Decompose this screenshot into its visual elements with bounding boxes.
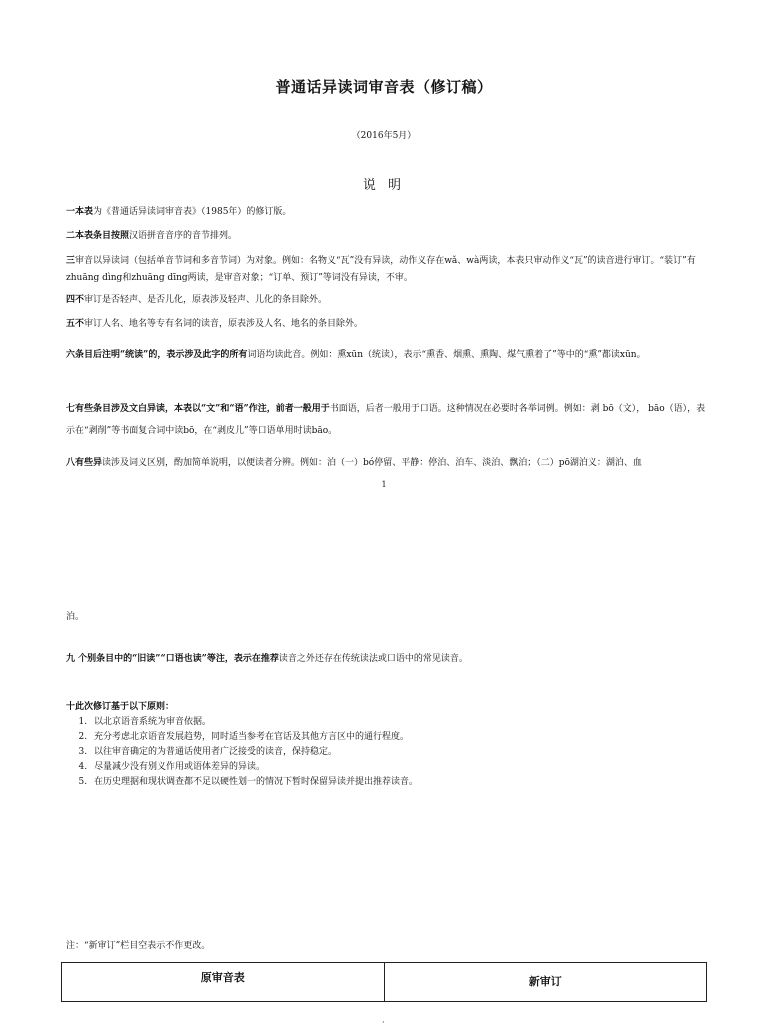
list-item: 5. 在历史理据和现状调查都不足以硬性划一的情况下暂时保留异读并提出推荐读音。 [90, 775, 706, 790]
paragraph-continuation: 泊。 [66, 612, 85, 622]
table-note: 注：“新审订”栏目空表示不作更改。 [66, 941, 211, 951]
document-title: 普通话异读词审音表（修订稿） [275, 78, 493, 96]
list-item: 1. 以北京语音系统为审音依据。 [90, 715, 706, 730]
pronunciation-table [61, 962, 707, 1002]
footer-mark: · [382, 1018, 385, 1027]
principles-section [66, 700, 706, 790]
paragraph-3: 三审音以异读词（包括单音节词和多音节词）为对象。例如：名物义“瓦”没有异读，动作义存在wǎ、wà两读，本表只审动作义“瓦”的读音进行审订。“装订”有zhuāng dìng和zhuāng dīng两读，是审音对象；“订单、预订”等词没有异读，不审。 [66, 256, 696, 283]
list-item: 2. 充分考虑北京语音发展趋势，同时适当参考在官话及其他方言区中的通行程度。 [90, 730, 706, 745]
document-date: （2016年5月） [351, 131, 417, 141]
list-item: 4. 尽量减少没有别义作用或语体差异的异读。 [90, 760, 706, 775]
paragraph-4: 四不审订是否轻声、是否儿化，原表涉及轻声、儿化的条目除外。 [66, 295, 328, 305]
paragraph-2: 二本表条目按照汉语拼音音序的音节排列。 [66, 231, 238, 241]
page-number: 1 [381, 480, 387, 489]
list-item: 3. 以往审音确定的为普通话使用者广泛接受的读音，保持稳定。 [90, 745, 706, 760]
table-header-original: 原审音表 [200, 971, 245, 984]
section-heading: 说 明 [362, 178, 406, 193]
principles-list [66, 715, 706, 790]
paragraph-5: 五不审订人名、地名等专有名词的读音，原表涉及人名、地名的条目除外。 [66, 319, 364, 329]
paragraph-8: 八有些异读涉及词义区别，酌加简单说明，以便读者分辨。例如：泊（一）bó停留、平静：停泊、泊车、淡泊、飘泊；（二）pō湖泊义：湖泊、血 [66, 458, 642, 468]
paragraph-7: 七有些条目涉及文白异读，本表以“文”和“语”作注，前者一般用于书面语，后者一般用于口语。这种情况在必要时各举词例。例如：剥 bō（文）， bāo（语），表示在“剥削”等书面复合词中读bō，在“剥皮儿”等口语单用时读bāo。 [66, 404, 706, 436]
table-header-new: 新审订 [384, 963, 707, 1001]
paragraph-9: 九 个别条目中的“旧读”“口语也读”等注，表示在推荐读音之外还存在传统读法或口语中的常见读音。 [66, 654, 468, 664]
paragraph-1: 一本表为《普通话异读词审音表》（1985年）的修订版。 [66, 207, 292, 217]
principles-intro: 十此次修订基于以下原则： [66, 702, 175, 712]
paragraph-6: 六条目后注明“统读”的，表示涉及此字的所有词语均读此音。例如：熏xūn（统读），表示“熏香、烟熏、熏陶、煤气熏着了”等中的“熏”都读xūn。 [66, 350, 646, 360]
